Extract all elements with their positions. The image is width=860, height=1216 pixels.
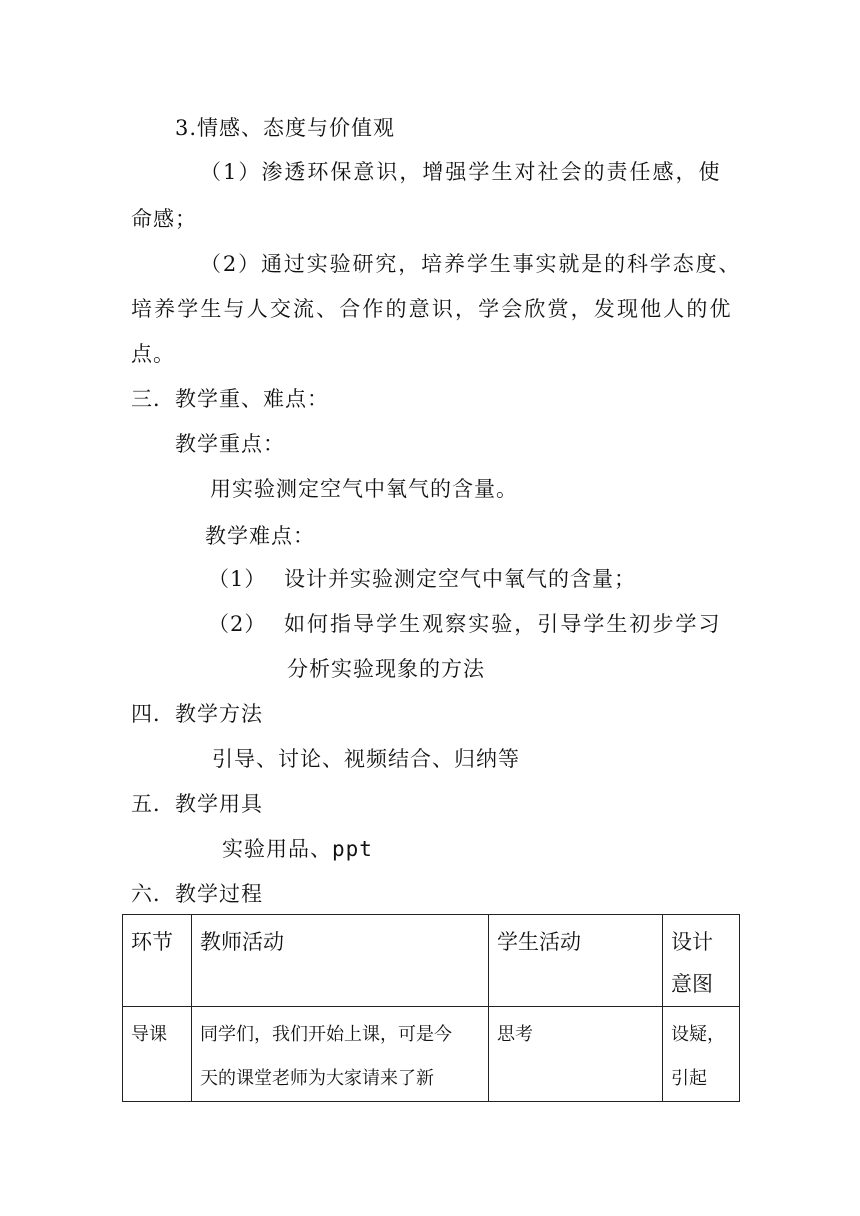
process-heading: 六．教学过程: [131, 882, 263, 906]
header-intent-line-2: 意图: [671, 972, 713, 996]
row1-teacher-line-2: 天的课堂老师为大家请来了新: [200, 1068, 434, 1089]
row1-stage: 导课: [123, 1007, 192, 1102]
row1-teacher-activity: [192, 1007, 489, 1102]
row1-design-intent: [663, 1007, 740, 1102]
section-heading-attitudes: 3.情感、态度与价值观: [175, 116, 396, 140]
difficulty-2-text-line-2: 分析实验现象的方法: [287, 657, 485, 681]
tools-heading: 五．教学用具: [131, 792, 263, 816]
attitude-item-1-line-2: 命感；: [131, 207, 197, 231]
header-teacher-activity: 教师活动: [192, 915, 489, 1007]
focus-label: 教学重点：: [175, 432, 285, 456]
difficulty-1-number: （1）: [208, 567, 267, 591]
tools-text: [222, 835, 373, 863]
row1-intent-line-1: 设疑，: [671, 1024, 725, 1045]
teaching-process-table: [122, 914, 740, 1102]
header-intent-line-1: 设计: [671, 930, 713, 954]
methods-text: 引导、讨论、视频结合、归纳等: [212, 747, 520, 771]
key-points-heading: 三．教学重、难点：: [131, 387, 329, 411]
table-row: [123, 1007, 740, 1102]
row1-intent-line-2: 引起: [671, 1068, 707, 1089]
methods-heading: 四．教学方法: [131, 702, 263, 726]
row1-student-activity: 思考: [489, 1007, 663, 1102]
difficulty-label: 教学难点：: [205, 524, 315, 548]
attitude-item-2-line-3: 点。: [131, 342, 175, 366]
difficulty-1-text: 设计并实验测定空气中氧气的含量；: [284, 567, 636, 591]
tools-text-cn: 实验用品、: [222, 837, 332, 861]
attitude-item-2-line-2: 培养学生与人交流、合作的意识，学会欣赏，发现他人的优: [131, 297, 731, 321]
header-design-intent: [663, 915, 740, 1007]
attitude-item-1-line-1: （1）渗透环保意识，增强学生对社会的责任感，使: [200, 160, 720, 184]
header-student-activity: 学生活动: [489, 915, 663, 1007]
difficulty-2-text-line-1: 如何指导学生观察实验，引导学生初步学习: [284, 612, 720, 636]
attitude-item-2-line-1: （2）通过实验研究，培养学生事实就是的科学态度、: [200, 252, 740, 276]
difficulty-2-number: （2）: [208, 612, 267, 636]
table-header-row: [123, 915, 740, 1007]
focus-text: 用实验测定空气中氧气的含量。: [210, 477, 518, 501]
row1-teacher-line-1: 同学们，我们开始上课，可是今: [200, 1024, 452, 1045]
tools-text-en: ppt: [332, 837, 373, 861]
header-stage: 环节: [123, 915, 192, 1007]
